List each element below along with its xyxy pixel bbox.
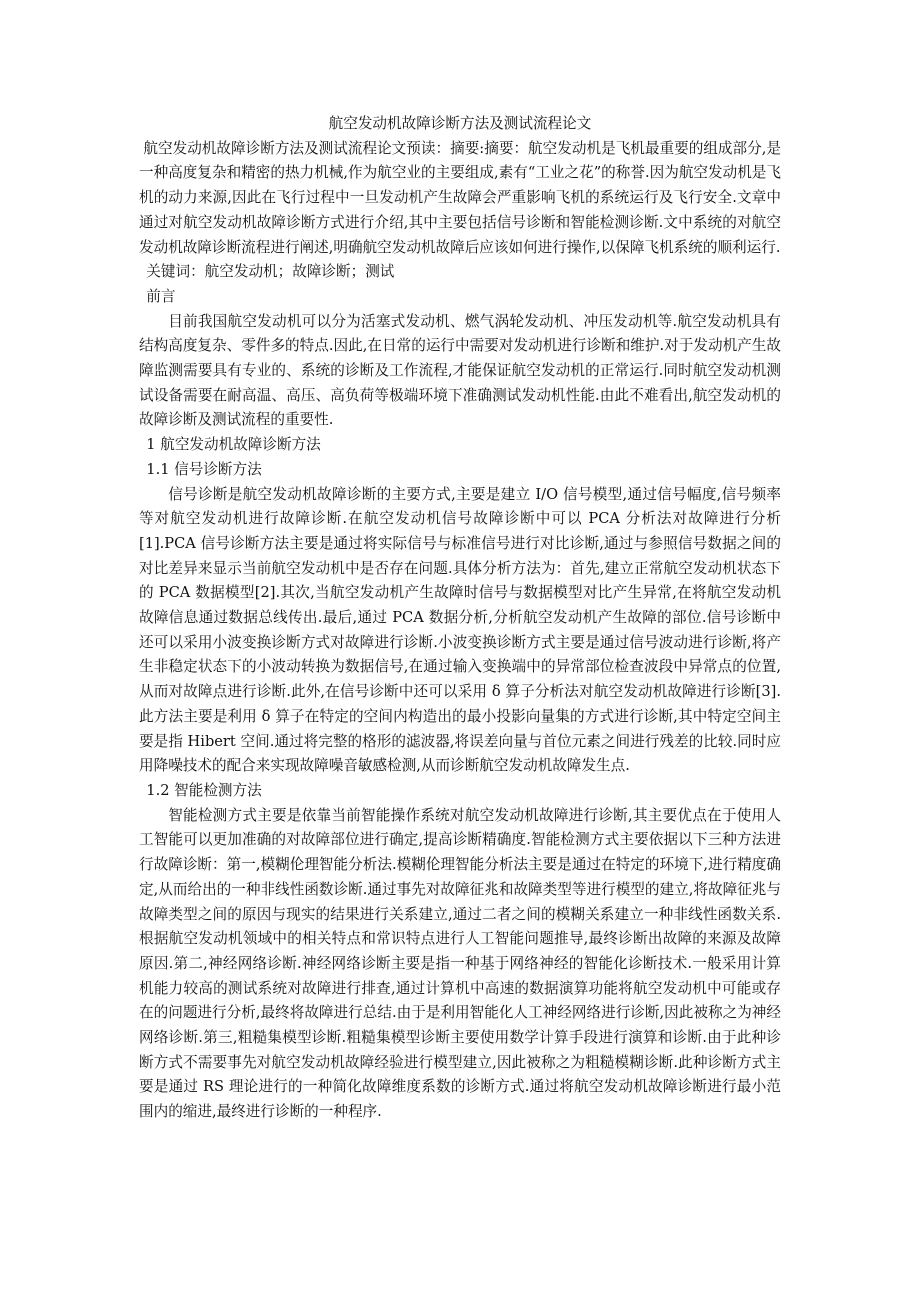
section-1-1-paragraph: 信号诊断是航空发动机故障诊断的主要方式,主要是建立 I/O 信号模型,通过信号幅度,信号频率等对航空发动机进行故障诊断.在航空发动机信号故障诊断中可以 PCA 分析法对故障进行分析[1].PCA 信号诊断方法主要是通过将实际信号与标准信号进行对比诊断,通过与参照信号数据之间的对比差异来显示当前航空发动机中是否存在问题.具体分析方法为：首先,建立正常航空发动机状态下的 PCA 数据模型[2].其次,当航空发动机产生故障时信号与数据模型对比产生异常,在将航空发动机故障信息通过数据总线传出.最后,通过 PCA 数据分析,分析航空发动机产生故障的部位.信号诊断中还可以采用小波变换诊断方式对故障进行诊断.小波变换诊断方式主要是通过信号波动进行诊断,将产生非稳定状态下的小波动转换为数据信号,在通过输入变换端中的异常部位检查波段中异常点的位置,从而对故障点进行诊断.此外,在信号诊断中还可以采用 δ 算子分析法对航空发动机故障进行诊断[3].此方法主要是利用 δ 算子在特定的空间内构造出的最小投影向量集的方式进行诊断,其中特定空间主要是指 Hibert 空间.通过将完整的格形的滤波器,将误差向量与首位元素之间进行残差的比较.同时应用降噪技术的配合来实现故障噪音敏感检测,从而诊断航空发动机故障发生点. bbox=[139, 485, 781, 775]
document-title: 航空发动机故障诊断方法及测试流程论文 bbox=[328, 115, 592, 132]
keywords-line: 关键词：航空发动机；故障诊断；测试 bbox=[146, 263, 395, 281]
document-page bbox=[139, 112, 781, 1125]
section-1-1-heading: 1.1 信号诊断方法 bbox=[146, 460, 262, 478]
foreword-heading: 前言 bbox=[146, 287, 176, 305]
section-1-heading: 1 航空发动机故障诊断方法 bbox=[146, 436, 321, 454]
section-1-2-paragraph: 智能检测方式主要是依靠当前智能操作系统对航空发动机故障进行诊断,其主要优点在于使用人工智能可以更加准确的对故障部位进行确定,提高诊断精确度.智能检测方式主要依据以下三种方法进行故障诊断：第一,模糊伦理智能分析法.模糊伦理智能分析法主要是通过在特定的环境下,进行精度确定,从而给出的一种非线性函数诊断.通过事先对故障征兆和故障类型等进行模型的建立,将故障征兆与故障类型之间的原因与现实的结果进行关系建立,通过二者之间的模糊关系建立一种非线性函数关系.根据航空发动机领域中的相关特点和常识特点进行人工智能问题推导,最终诊断出故障的来源及故障原因.第二,神经网络诊断.神经网络诊断主要是指一种基于网络神经的智能化诊断技术.一般采用计算机能力较高的测试系统对故障进行排查,通过计算机中高速的数据演算功能将航空发动机中可能或存在的问题进行分析,最终将故障进行总结.由于是利用智能化人工神经网络进行诊断,因此被称之为神经网络诊断.第三,粗糙集模型诊断.粗糙集模型诊断主要使用数学计算手段进行演算和诊断.由于此种诊断方式不需要事先对航空发动机故障经验进行模型建立,因此被称之为粗糙模糊诊断.此种诊断方式主要是通过 RS 理论进行的一种简化故障维度系数的诊断方式.通过将航空发动机故障诊断进行最小范围内的缩进,最终进行诊断的一种程序. bbox=[139, 806, 781, 1121]
section-1-2-heading: 1.2 智能检测方法 bbox=[146, 781, 262, 799]
foreword-paragraph: 目前我国航空发动机可以分为活塞式发动机、燃气涡轮发动机、冲压发动机等.航空发动机具有结构高度复杂、零件多的特点.因此,在日常的运行中需要对发动机进行诊断和维护.对于发动机产生故障监测需要具有专业的、系统的诊断及工作流程,才能保证航空发动机的正常运行.同时航空发动机测试设备需要在耐高温、高压、高负荷等极端环境下准确测试发动机性能.由此不难看出,航空发动机的故障诊断及测试流程的重要性. bbox=[139, 312, 781, 429]
abstract-paragraph: 航空发动机故障诊断方法及测试流程论文预读：摘要:摘要：航空发动机是飞机最重要的组成部分,是一种高度复杂和精密的热力机械,作为航空业的主要组成,素有“工业之花”的称誉.因为航空发动机是飞机的动力来源,因此在飞行过程中一旦发动机产生故障会严重影响飞机的系统运行及飞行安全.文章中通过对航空发动机故障诊断方式进行介绍,其中主要包括信号诊断和智能检测诊断.文中系统的对航空发动机故障诊断流程进行阐述,明确航空发动机故障后应该如何进行操作,以保障飞机系统的顺利运行. bbox=[139, 139, 781, 256]
